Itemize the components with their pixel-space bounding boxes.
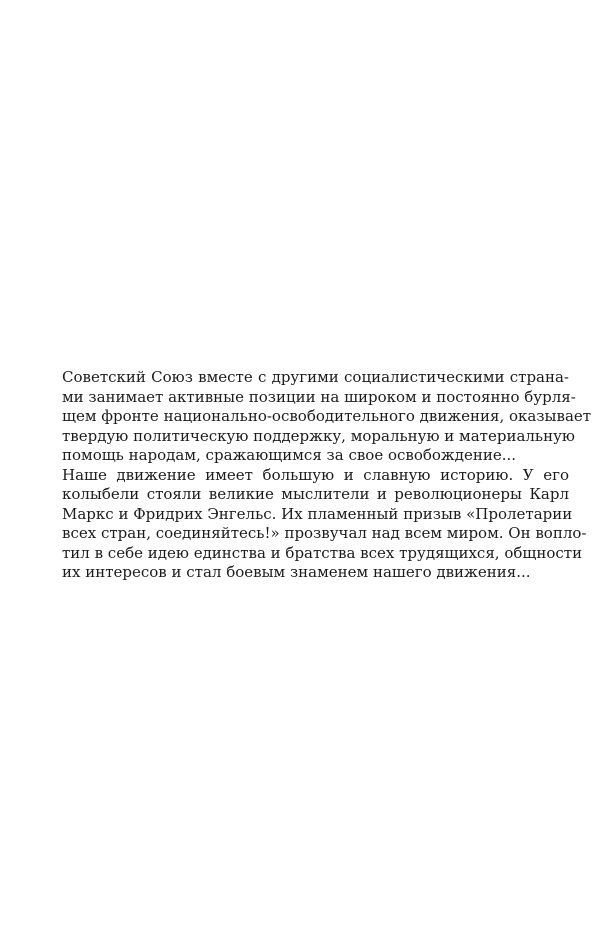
text-line: ми занимает активные позиции на широком и постоянно бурля-: [62, 387, 576, 406]
text-line: Маркс и Фридрих Энгельс. Их пламенный призыв «Пролетарии: [62, 504, 573, 523]
text-line: Наше движение имеет большую и славную историю. У его: [62, 465, 569, 484]
quote-text-block: [31, 368, 592, 583]
text-line: Советский Союз вместе с другими социалистическими страна-: [62, 368, 569, 386]
text-line: твердую политическую поддержку, моральную и материальную: [62, 426, 575, 445]
text-line: их интересов и стал боевым знаменем нашего движения...: [62, 563, 531, 581]
paragraph-2: [31, 465, 587, 583]
text-line: помощь народам, сражающимся за свое освобождение...: [62, 446, 517, 464]
text-line: тил в себе идею единства и братства всех трудящихся, общности: [62, 543, 583, 562]
text-line: щем фронте национально-освободительного движения, оказывает: [62, 407, 592, 425]
text-line: всех стран, соединяйтесь!» прозвучал над всем миром. Он вопло-: [62, 524, 587, 542]
text-line: колыбели стояли великие мыслители и революционеры Карл: [62, 485, 569, 503]
paragraph-1: [31, 368, 592, 466]
